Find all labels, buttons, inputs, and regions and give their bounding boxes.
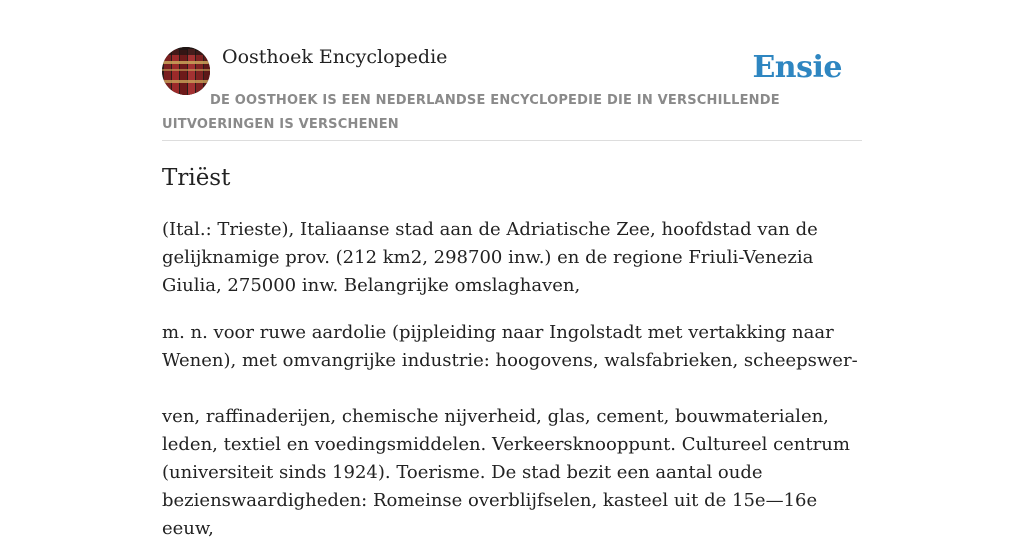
article-title: Triëst xyxy=(162,165,231,191)
article-paragraph: m. n. voor ruwe aardolie (pijpleiding naar Ingolstadt met vertakking naar Wenen), met omvangrijke industrie: hoogovens, walsfabrieken, scheepswer- xyxy=(162,322,858,371)
site-avatar[interactable] xyxy=(162,47,210,95)
article-paragraph: ven, raffinaderijen, chemische nijverheid, glas, cement, bouwmaterialen, leden, textiel en voedingsmiddelen. Verkeersknooppunt. Cultureel centrum (universiteit sinds 1924). Toerisme. De stad bezit een aantal oude bezienswaardigheden: Romeinse overblijfselen, kasteel uit de 15e—16e eeuw, xyxy=(162,406,850,539)
article xyxy=(162,160,862,543)
book-spines-icon xyxy=(162,47,210,95)
article-paragraph: (Ital.: Trieste), Italiaanse stad aan de Adriatische Zee, hoofdstad van de gelijknamige prov. (212 km2, 298700 inw.) en de regione Friuli-Venezia Giulia, 275000 inw. Belangrijke omslaghaven, xyxy=(162,219,818,296)
site-tagline: DE OOSTHOEK IS EEN NEDERLANDSE ENCYCLOPEDIE DIE IN VERSCHILLENDE UITVOERINGEN IS VERSCHENEN xyxy=(162,93,780,132)
site-header xyxy=(162,0,862,141)
brand-logo[interactable]: Ensie xyxy=(752,50,842,85)
content-container xyxy=(162,0,862,539)
site-title[interactable]: Oosthoek Encyclopedie xyxy=(222,46,448,68)
